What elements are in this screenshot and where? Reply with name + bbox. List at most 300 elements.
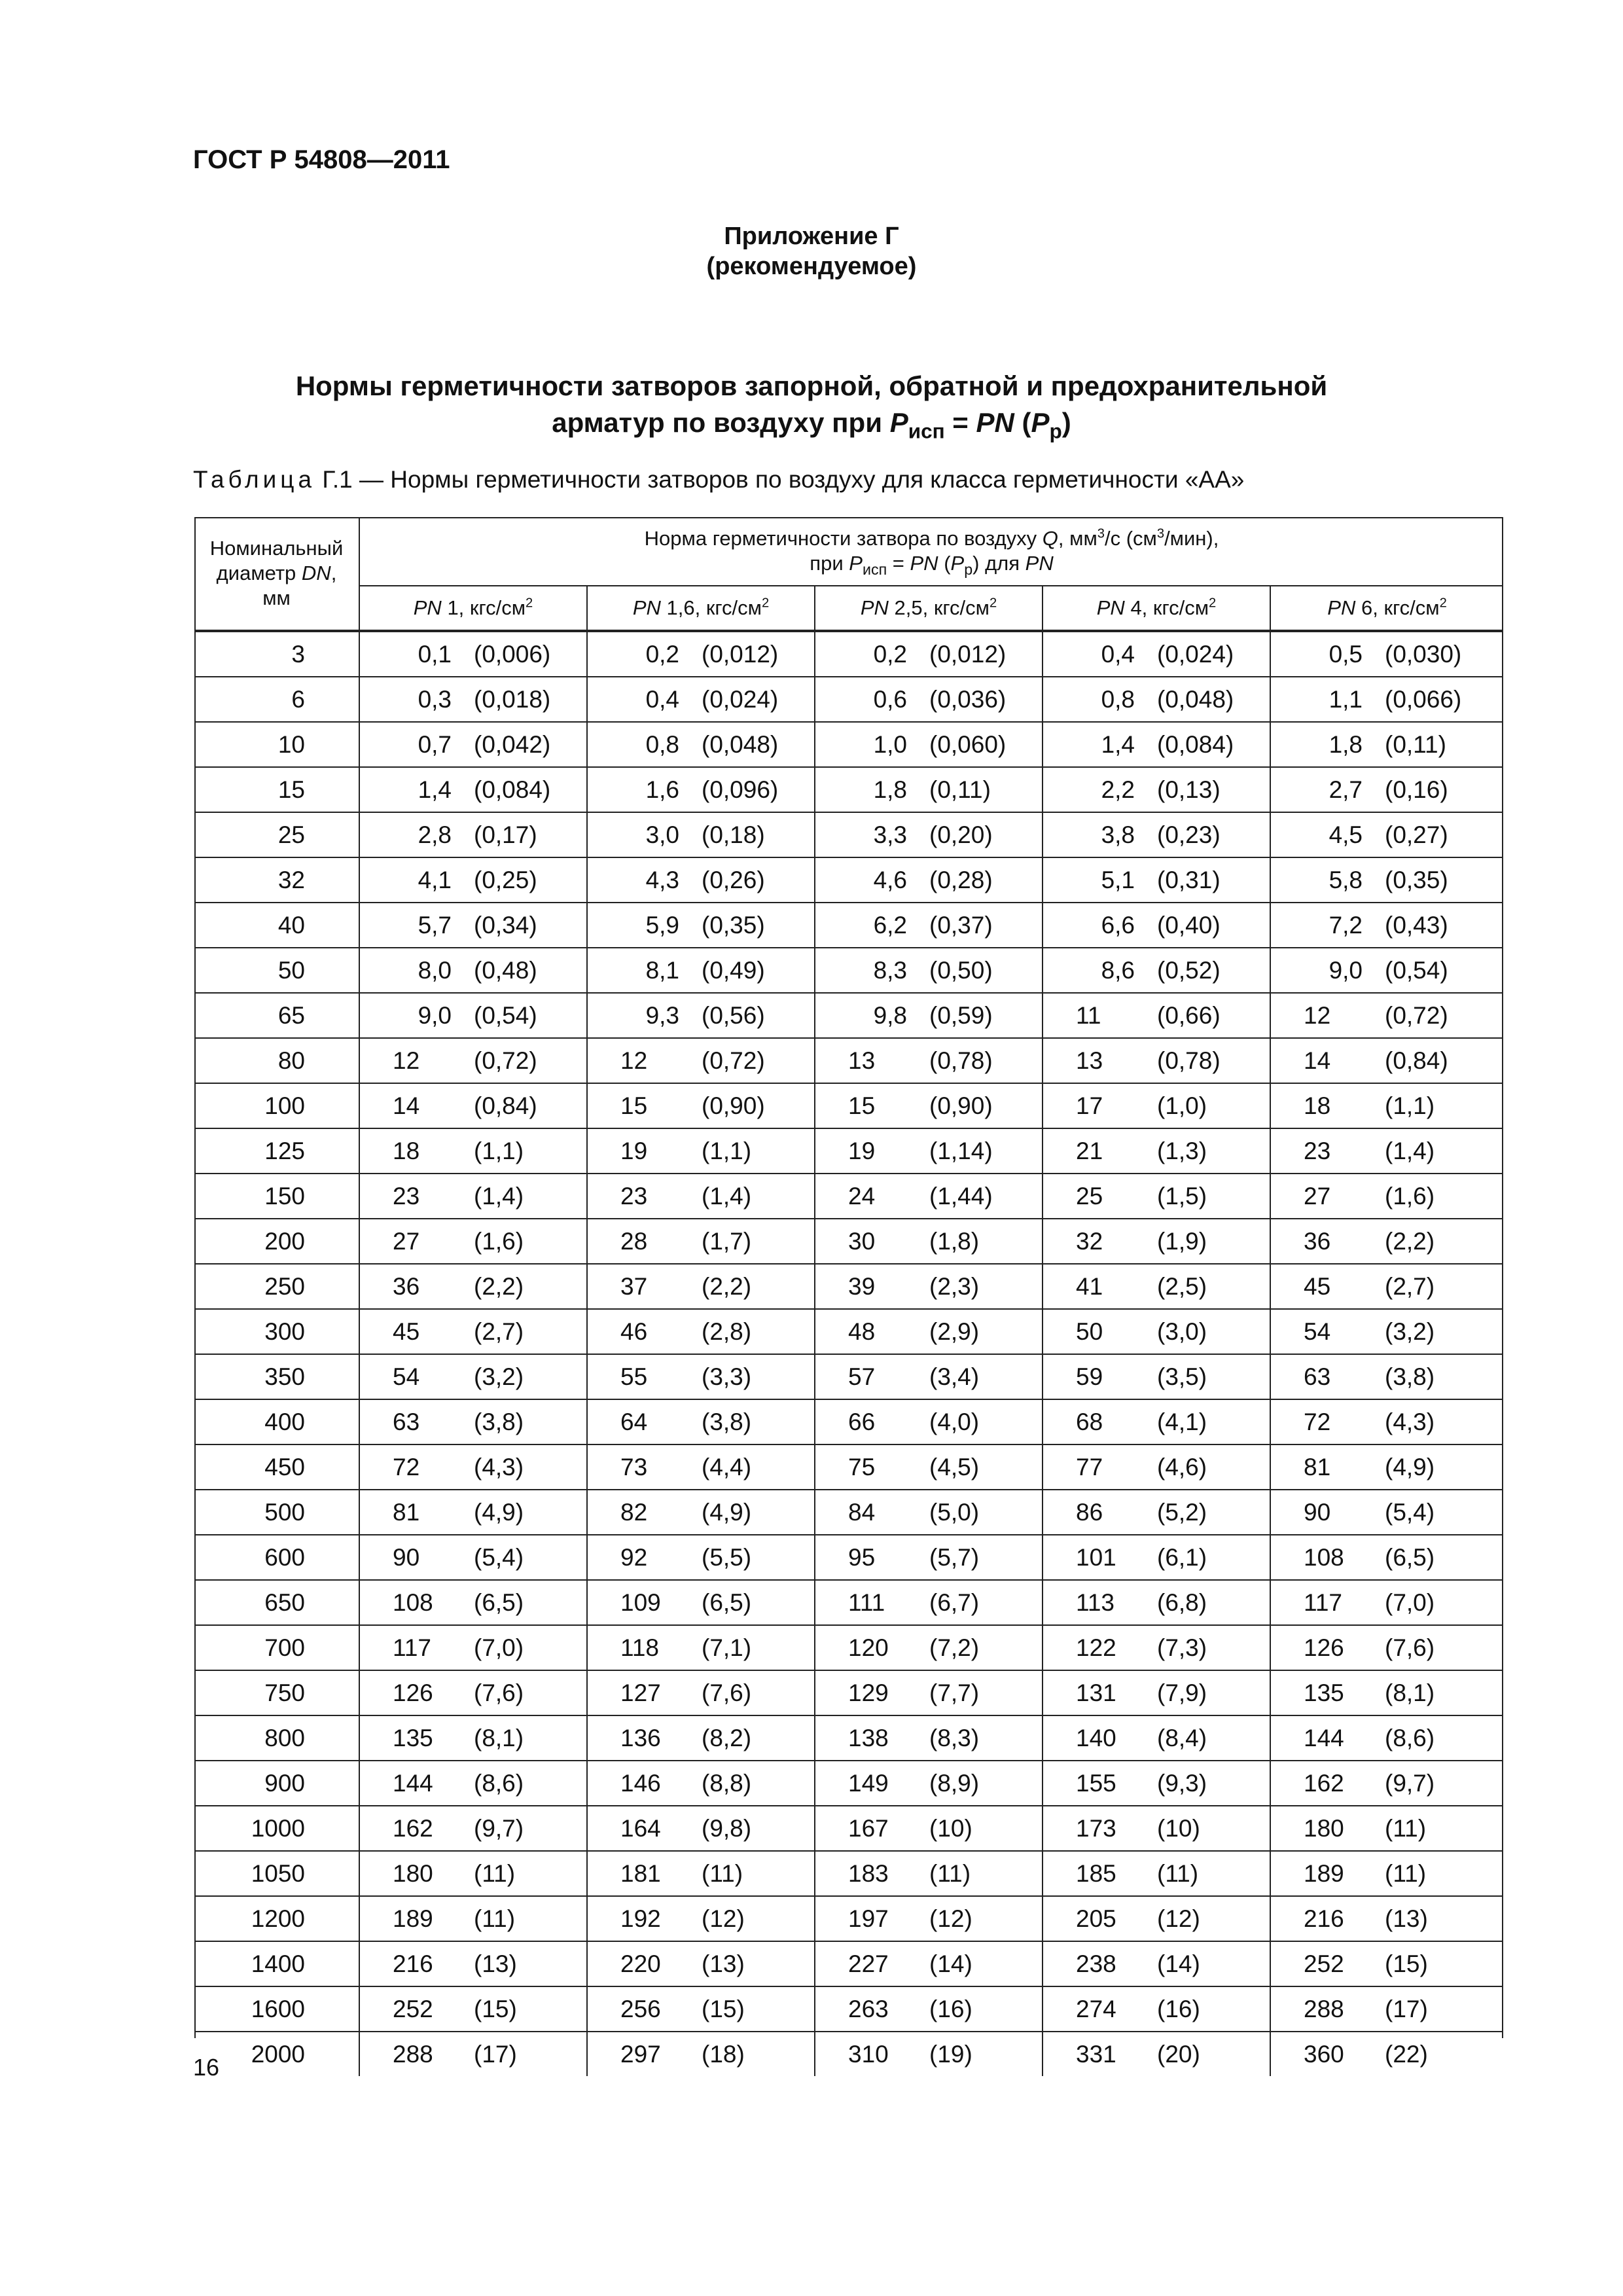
- leakage-value: 24: [848, 1183, 876, 1210]
- leakage-cell: [1270, 677, 1503, 722]
- leakage-value: 2,2: [1101, 776, 1135, 803]
- leakage-cell: [1043, 1715, 1270, 1761]
- leakage-value: 1,1: [1329, 686, 1363, 713]
- leakage-cell: [1270, 857, 1503, 903]
- leakage-value: 131: [1076, 1679, 1116, 1706]
- leakage-value: 21: [1076, 1138, 1103, 1164]
- header-pn-1-6: PN 1,6, кгс/$см^2$: [587, 586, 815, 631]
- leakage-value: 18: [393, 1138, 420, 1164]
- leakage-cell: [815, 767, 1043, 812]
- header-pn-4: PN 4, кгс/$см^2$: [1043, 586, 1270, 631]
- leakage-value-per-minute: (1,9): [1157, 1228, 1207, 1255]
- leakage-value: 82: [620, 1499, 648, 1526]
- leakage-value: 28: [620, 1228, 648, 1255]
- leakage-value-per-minute: (1,6): [1385, 1183, 1435, 1210]
- table-row: [194, 1535, 1503, 1580]
- leakage-value: 164: [620, 1815, 661, 1842]
- leakage-cell: [359, 812, 587, 857]
- leakage-value-per-minute: (7,0): [1385, 1589, 1435, 1616]
- leakage-value: 263: [848, 1996, 889, 2022]
- leakage-cell: [1043, 2032, 1270, 2076]
- leakage-value: 117: [393, 1634, 431, 1661]
- leakage-cell: [1270, 1309, 1503, 1354]
- leakage-cell: [1043, 1174, 1270, 1219]
- leakage-value: 135: [1304, 1679, 1344, 1706]
- leakage-value: 75: [848, 1454, 876, 1480]
- nominal-diameter-cell: 1200: [194, 1896, 359, 1941]
- leakage-value-per-minute: (7,6): [1385, 1634, 1435, 1661]
- leakage-cell: [1270, 948, 1503, 993]
- leakage-value: 1,6: [645, 776, 679, 803]
- leakage-cell: [815, 1399, 1043, 1444]
- leakage-value: 59: [1076, 1363, 1103, 1390]
- table-row: [194, 1264, 1503, 1309]
- leakage-cell: [815, 1535, 1043, 1580]
- leakage-cell: [1270, 1670, 1503, 1715]
- leakage-value-per-minute: (8,1): [474, 1725, 524, 1751]
- document-title-line2: арматур по воздуху при $P_{исп}$ = PN $(P_р)$: [552, 407, 1071, 443]
- leakage-value-per-minute: (0,096): [702, 776, 779, 803]
- leakage-value: 6,2: [873, 912, 907, 939]
- leakage-value-per-minute: (0,024): [1157, 641, 1234, 668]
- leakage-value-per-minute: (10): [929, 1815, 972, 1842]
- leakage-value-per-minute: (1,1): [474, 1138, 524, 1164]
- leakage-value-per-minute: (19): [929, 2041, 972, 2068]
- leakage-value: 111: [848, 1589, 885, 1616]
- leakage-cell: [1270, 1851, 1503, 1896]
- leakage-value-per-minute: (4,9): [1385, 1454, 1435, 1480]
- leakage-value: 205: [1076, 1905, 1116, 1932]
- leakage-value: 73: [620, 1454, 648, 1480]
- nominal-diameter-cell: 1600: [194, 1986, 359, 2032]
- leakage-value: 63: [1304, 1363, 1331, 1390]
- leakage-value-per-minute: (0,042): [474, 731, 551, 758]
- leakage-cell: [1270, 1535, 1503, 1580]
- leakage-cell: [359, 857, 587, 903]
- leakage-value-per-minute: (0,31): [1157, 867, 1221, 893]
- leakage-value: 138: [848, 1725, 889, 1751]
- leakage-value: 180: [1304, 1815, 1344, 1842]
- leakage-value-per-minute: (6,8): [1157, 1589, 1207, 1616]
- leakage-cell: [359, 1083, 587, 1128]
- leakage-cell: [1270, 1625, 1503, 1670]
- leakage-value-per-minute: (0,72): [702, 1047, 765, 1074]
- leakage-cell: [587, 1986, 815, 2032]
- leakage-value-per-minute: (0,012): [702, 641, 779, 668]
- leakage-cell: [359, 631, 587, 677]
- leakage-value-per-minute: (17): [474, 2041, 517, 2068]
- leakage-value: 1,8: [873, 776, 907, 803]
- appendix-type: (рекомендуемое): [706, 253, 917, 280]
- leakage-cell: [1043, 1128, 1270, 1174]
- leakage-cell: [1043, 1038, 1270, 1083]
- leakage-value-per-minute: (0,90): [929, 1092, 993, 1119]
- leakage-value: 30: [848, 1228, 876, 1255]
- leakage-value: 288: [393, 2041, 433, 2068]
- leakage-value: 197: [848, 1905, 889, 1932]
- leakage-value-per-minute: (0,084): [474, 776, 551, 803]
- leakage-cell: [815, 677, 1043, 722]
- leakage-value-per-minute: (0,50): [929, 957, 993, 984]
- leakage-cell: [815, 1896, 1043, 1941]
- leakage-cell: [587, 1715, 815, 1761]
- leakage-cell: [1043, 1264, 1270, 1309]
- leakage-value: 19: [848, 1138, 876, 1164]
- nominal-diameter-cell: 40: [194, 903, 359, 948]
- leakage-value-per-minute: (0,012): [929, 641, 1007, 668]
- leakage-cell: [359, 1038, 587, 1083]
- leakage-value-per-minute: (7,9): [1157, 1679, 1207, 1706]
- leakage-value-per-minute: (8,6): [474, 1770, 524, 1797]
- leakage-cell: [1043, 767, 1270, 812]
- leakage-value-per-minute: (4,1): [1157, 1408, 1207, 1435]
- leakage-value-per-minute: (11): [1385, 1815, 1427, 1842]
- leakage-value: 5,7: [418, 912, 452, 939]
- leakage-value-per-minute: (20): [1157, 2041, 1200, 2068]
- leakage-cell: [359, 722, 587, 767]
- leakage-cell: [587, 767, 815, 812]
- leakage-cell: [587, 2032, 815, 2076]
- leakage-value-per-minute: (6,5): [1385, 1544, 1435, 1571]
- nominal-diameter-cell: 1050: [194, 1851, 359, 1896]
- leakage-cell: [1270, 1806, 1503, 1851]
- nominal-diameter-cell: 100: [194, 1083, 359, 1128]
- leakage-value-per-minute: (1,4): [474, 1183, 524, 1210]
- header-pn-1: PN 1, кгс/$см^2$: [359, 586, 587, 631]
- leakage-cell: [815, 1806, 1043, 1851]
- leakage-value-per-minute: (3,0): [1157, 1318, 1207, 1345]
- leakage-value-per-minute: (3,5): [1157, 1363, 1207, 1390]
- leakage-cell: [587, 1761, 815, 1806]
- leakage-cell: [359, 1490, 587, 1535]
- leakage-value-per-minute: (0,26): [702, 867, 765, 893]
- leakage-cell: [815, 1038, 1043, 1083]
- leakage-value-per-minute: (2,3): [929, 1273, 980, 1300]
- leakage-value: 0,4: [1101, 641, 1135, 668]
- leakage-cell: [815, 993, 1043, 1038]
- leakage-value: 0,4: [645, 686, 679, 713]
- leakage-value: 23: [393, 1183, 420, 1210]
- leakage-value: 3,0: [645, 821, 679, 848]
- leakage-value: 0,8: [645, 731, 679, 758]
- table-body: [194, 631, 1503, 2076]
- table-row: [194, 677, 1503, 722]
- leakage-value-per-minute: (7,3): [1157, 1634, 1207, 1661]
- leakage-cell: [1043, 1444, 1270, 1490]
- leakage-value-per-minute: (6,1): [1157, 1544, 1207, 1571]
- leakage-cell: [815, 1986, 1043, 2032]
- leakage-value: 55: [620, 1363, 648, 1390]
- nominal-diameter-cell: 25: [194, 812, 359, 857]
- leakage-value-per-minute: (7,6): [474, 1679, 524, 1706]
- leakage-value: 9,8: [873, 1002, 907, 1029]
- leakage-value-per-minute: (0,35): [1385, 867, 1448, 893]
- leakage-cell: [587, 1264, 815, 1309]
- leakage-cell: [1043, 1580, 1270, 1625]
- leakage-cell: [1043, 948, 1270, 993]
- leakage-cell: [359, 993, 587, 1038]
- leakage-value: 45: [1304, 1273, 1331, 1300]
- leakage-cell: [587, 1174, 815, 1219]
- leakage-cell: [1043, 1761, 1270, 1806]
- header-leakage-norm: Норма герметичности затвора по воздуху Q, $мм^3/с$ $(см^3/мин)$, при $P_{исп}$ = PN $(P_р)$ для PN: [644, 526, 1219, 579]
- leakage-value-per-minute: (8,6): [1385, 1725, 1435, 1751]
- nominal-diameter-cell: 80: [194, 1038, 359, 1083]
- leakage-value: 15: [620, 1092, 648, 1119]
- leakage-value-per-minute: (2,2): [474, 1273, 524, 1300]
- leakage-value: 12: [620, 1047, 648, 1074]
- nominal-diameter-cell: 350: [194, 1354, 359, 1399]
- leakage-value-per-minute: (0,78): [929, 1047, 993, 1074]
- table-row: [194, 1399, 1503, 1444]
- leakage-value: 189: [1304, 1860, 1344, 1887]
- nominal-diameter-cell: 400: [194, 1399, 359, 1444]
- leakage-cell: [587, 1896, 815, 1941]
- leakage-cell: [815, 1941, 1043, 1986]
- leakage-cell: [1043, 1806, 1270, 1851]
- leakage-cell: [587, 857, 815, 903]
- nominal-diameter-cell: 750: [194, 1670, 359, 1715]
- leakage-cell: [815, 812, 1043, 857]
- leakage-value-per-minute: (15): [1385, 1950, 1428, 1977]
- leakage-cell: [1270, 1264, 1503, 1309]
- table-row: [194, 812, 1503, 857]
- leakage-value-per-minute: (0,40): [1157, 912, 1221, 939]
- leakage-cell: [1043, 1219, 1270, 1264]
- leakage-value-per-minute: (8,9): [929, 1770, 980, 1797]
- leakage-value-per-minute: (0,90): [702, 1092, 765, 1119]
- leakage-value: 5,8: [1329, 867, 1363, 893]
- leakage-value-per-minute: (0,34): [474, 912, 537, 939]
- standard-designation: ГОСТ Р 54808—2011: [193, 145, 450, 174]
- leakage-value-per-minute: (1,8): [929, 1228, 980, 1255]
- leakage-cell: [1043, 1535, 1270, 1580]
- leakage-value-per-minute: (1,14): [929, 1138, 993, 1164]
- leakage-value-per-minute: (3,2): [1385, 1318, 1435, 1345]
- leakage-value: 95: [848, 1544, 876, 1571]
- leakage-value-per-minute: (7,2): [929, 1634, 980, 1661]
- leakage-value: 192: [620, 1905, 661, 1932]
- leakage-value: 1,8: [1329, 731, 1363, 758]
- leakage-value-per-minute: (17): [1385, 1996, 1428, 2022]
- leakage-cell: [359, 1399, 587, 1444]
- leakage-cell: [359, 948, 587, 993]
- leakage-value: 25: [1076, 1183, 1103, 1210]
- table-row: [194, 1219, 1503, 1264]
- leakage-value-per-minute: (3,3): [702, 1363, 752, 1390]
- leakage-cell: [815, 1670, 1043, 1715]
- leakage-cell: [359, 1219, 587, 1264]
- leakage-value: 183: [848, 1860, 889, 1887]
- leakage-value-per-minute: (2,7): [474, 1318, 524, 1345]
- leakage-cell: [359, 1670, 587, 1715]
- table-row: [194, 1580, 1503, 1625]
- leakage-value: 46: [620, 1318, 648, 1345]
- leakage-value-per-minute: (0,59): [929, 1002, 993, 1029]
- leakage-value-per-minute: (14): [929, 1950, 972, 1977]
- leakage-cell: [359, 1715, 587, 1761]
- leakage-value-per-minute: (2,9): [929, 1318, 980, 1345]
- table-row: [194, 1806, 1503, 1851]
- leakage-value: 149: [848, 1770, 889, 1797]
- leakage-value-per-minute: (8,1): [1385, 1679, 1435, 1706]
- leakage-cell: [1270, 1896, 1503, 1941]
- leakage-value-per-minute: (12): [702, 1905, 745, 1932]
- table-row: [194, 722, 1503, 767]
- leakage-cell: [815, 1625, 1043, 1670]
- nominal-diameter-cell: 50: [194, 948, 359, 993]
- table-row: [194, 767, 1503, 812]
- leakage-value-per-minute: (14): [1157, 1950, 1200, 1977]
- leakage-value: 81: [1304, 1454, 1331, 1480]
- leakage-value: 5,1: [1101, 867, 1135, 893]
- leakage-value-per-minute: (4,3): [474, 1454, 524, 1480]
- table-row: [194, 948, 1503, 993]
- leakage-value-per-minute: (0,78): [1157, 1047, 1221, 1074]
- document-title-line1: Нормы герметичности затворов запорной, обратной и предохранительной: [295, 370, 1328, 401]
- leakage-cell: [1270, 1354, 1503, 1399]
- leakage-value: 4,3: [645, 867, 679, 893]
- leakage-value-per-minute: (13): [702, 1950, 745, 1977]
- leakage-rate-table: [194, 517, 1503, 2076]
- table-row: [194, 631, 1503, 677]
- leakage-cell: [359, 1941, 587, 1986]
- leakage-cell: [1043, 1670, 1270, 1715]
- nominal-diameter-cell: 650: [194, 1580, 359, 1625]
- leakage-value-per-minute: (5,5): [702, 1544, 752, 1571]
- leakage-value: 68: [1076, 1408, 1103, 1435]
- table-row: [194, 1670, 1503, 1715]
- leakage-value-per-minute: (1,6): [474, 1228, 524, 1255]
- leakage-value: 189: [393, 1905, 433, 1932]
- leakage-value: 27: [393, 1228, 420, 1255]
- leakage-value-per-minute: (4,3): [1385, 1408, 1435, 1435]
- leakage-value-per-minute: (0,35): [702, 912, 765, 939]
- leakage-value-per-minute: (13): [1385, 1905, 1428, 1932]
- leakage-cell: [1270, 1761, 1503, 1806]
- leakage-value: 14: [393, 1092, 420, 1119]
- leakage-value: 0,8: [1101, 686, 1135, 713]
- leakage-value: 54: [1304, 1318, 1331, 1345]
- leakage-value: 360: [1304, 2041, 1344, 2068]
- leakage-value-per-minute: (6,7): [929, 1589, 980, 1616]
- header-nominal-diameter: Номинальный диаметр DN, мм: [194, 517, 359, 631]
- leakage-value-per-minute: (3,2): [474, 1363, 524, 1390]
- leakage-cell: [1270, 1219, 1503, 1264]
- leakage-value: 8,1: [645, 957, 679, 984]
- leakage-cell: [359, 1264, 587, 1309]
- leakage-cell: [587, 993, 815, 1038]
- nominal-diameter-cell: 3: [291, 641, 305, 668]
- leakage-cell: [1270, 767, 1503, 812]
- leakage-value: 5,9: [645, 912, 679, 939]
- nominal-diameter-cell: 125: [194, 1128, 359, 1174]
- table-row: [194, 1490, 1503, 1535]
- leakage-value-per-minute: (0,036): [929, 686, 1007, 713]
- table-row: [194, 1715, 1503, 1761]
- leakage-value: 256: [620, 1996, 661, 2022]
- leakage-value-per-minute: (1,5): [1157, 1183, 1207, 1210]
- leakage-value-per-minute: (0,23): [1157, 821, 1221, 848]
- leakage-cell: [587, 903, 815, 948]
- leakage-cell: [587, 1941, 815, 1986]
- leakage-cell: [587, 631, 815, 677]
- leakage-cell: [359, 767, 587, 812]
- leakage-cell: [587, 722, 815, 767]
- leakage-value-per-minute: (7,7): [929, 1679, 980, 1706]
- leakage-value-per-minute: (0,27): [1385, 821, 1448, 848]
- leakage-cell: [815, 857, 1043, 903]
- leakage-value: 64: [620, 1408, 648, 1435]
- header-pn-2-5: PN 2,5, кгс/$см^2$: [815, 586, 1043, 631]
- leakage-value-per-minute: (0,72): [1385, 1002, 1448, 1029]
- leakage-value-per-minute: (4,0): [929, 1408, 980, 1435]
- nominal-diameter-cell: 900: [194, 1761, 359, 1806]
- leakage-value-per-minute: (11): [929, 1860, 971, 1887]
- leakage-value-per-minute: (22): [1385, 2041, 1428, 2068]
- nominal-diameter-cell: 150: [194, 1174, 359, 1219]
- leakage-cell: [1043, 1490, 1270, 1535]
- leakage-cell: [359, 1851, 587, 1896]
- leakage-value: 0,6: [873, 686, 907, 713]
- leakage-cell: [1043, 1309, 1270, 1354]
- leakage-cell: [815, 1354, 1043, 1399]
- leakage-cell: [587, 1219, 815, 1264]
- leakage-value-per-minute: (2,5): [1157, 1273, 1207, 1300]
- leakage-cell: [1043, 1851, 1270, 1896]
- leakage-value: 14: [1304, 1047, 1331, 1074]
- leakage-value: 48: [848, 1318, 876, 1345]
- leakage-value: 181: [620, 1860, 661, 1887]
- leakage-value: 185: [1076, 1860, 1116, 1887]
- appendix-heading: Приложение Г: [724, 223, 899, 250]
- leakage-cell: [815, 1580, 1043, 1625]
- leakage-value: 167: [848, 1815, 889, 1842]
- leakage-value: 9,0: [418, 1002, 452, 1029]
- leakage-value-per-minute: (11): [1157, 1860, 1199, 1887]
- leakage-cell: [1270, 631, 1503, 677]
- leakage-value-per-minute: (0,048): [702, 731, 779, 758]
- leakage-value-per-minute: (6,5): [702, 1589, 752, 1616]
- leakage-cell: [359, 1806, 587, 1851]
- leakage-cell: [587, 1806, 815, 1851]
- leakage-cell: [359, 1444, 587, 1490]
- leakage-value-per-minute: (0,024): [702, 686, 779, 713]
- leakage-cell: [815, 2032, 1043, 2076]
- leakage-cell: [587, 812, 815, 857]
- leakage-cell: [1270, 993, 1503, 1038]
- leakage-cell: [359, 1174, 587, 1219]
- leakage-cell: [815, 631, 1043, 677]
- leakage-value-per-minute: (8,2): [702, 1725, 752, 1751]
- leakage-cell: [1043, 1625, 1270, 1670]
- leakage-cell: [1270, 903, 1503, 948]
- leakage-cell: [1270, 1715, 1503, 1761]
- leakage-value-per-minute: (11): [474, 1860, 516, 1887]
- leakage-value-per-minute: (0,28): [929, 867, 993, 893]
- leakage-value: 126: [1304, 1634, 1344, 1661]
- leakage-value-per-minute: (9,3): [1157, 1770, 1207, 1797]
- leakage-value: 15: [848, 1092, 876, 1119]
- leakage-value-per-minute: (0,84): [474, 1092, 537, 1119]
- nominal-diameter-cell: 2000: [194, 2032, 359, 2076]
- leakage-value-per-minute: (4,5): [929, 1454, 980, 1480]
- leakage-value-per-minute: (0,17): [474, 821, 537, 848]
- leakage-cell: [815, 1174, 1043, 1219]
- leakage-cell: [359, 1625, 587, 1670]
- leakage-cell: [1270, 1941, 1503, 1986]
- leakage-value: 108: [1304, 1544, 1344, 1571]
